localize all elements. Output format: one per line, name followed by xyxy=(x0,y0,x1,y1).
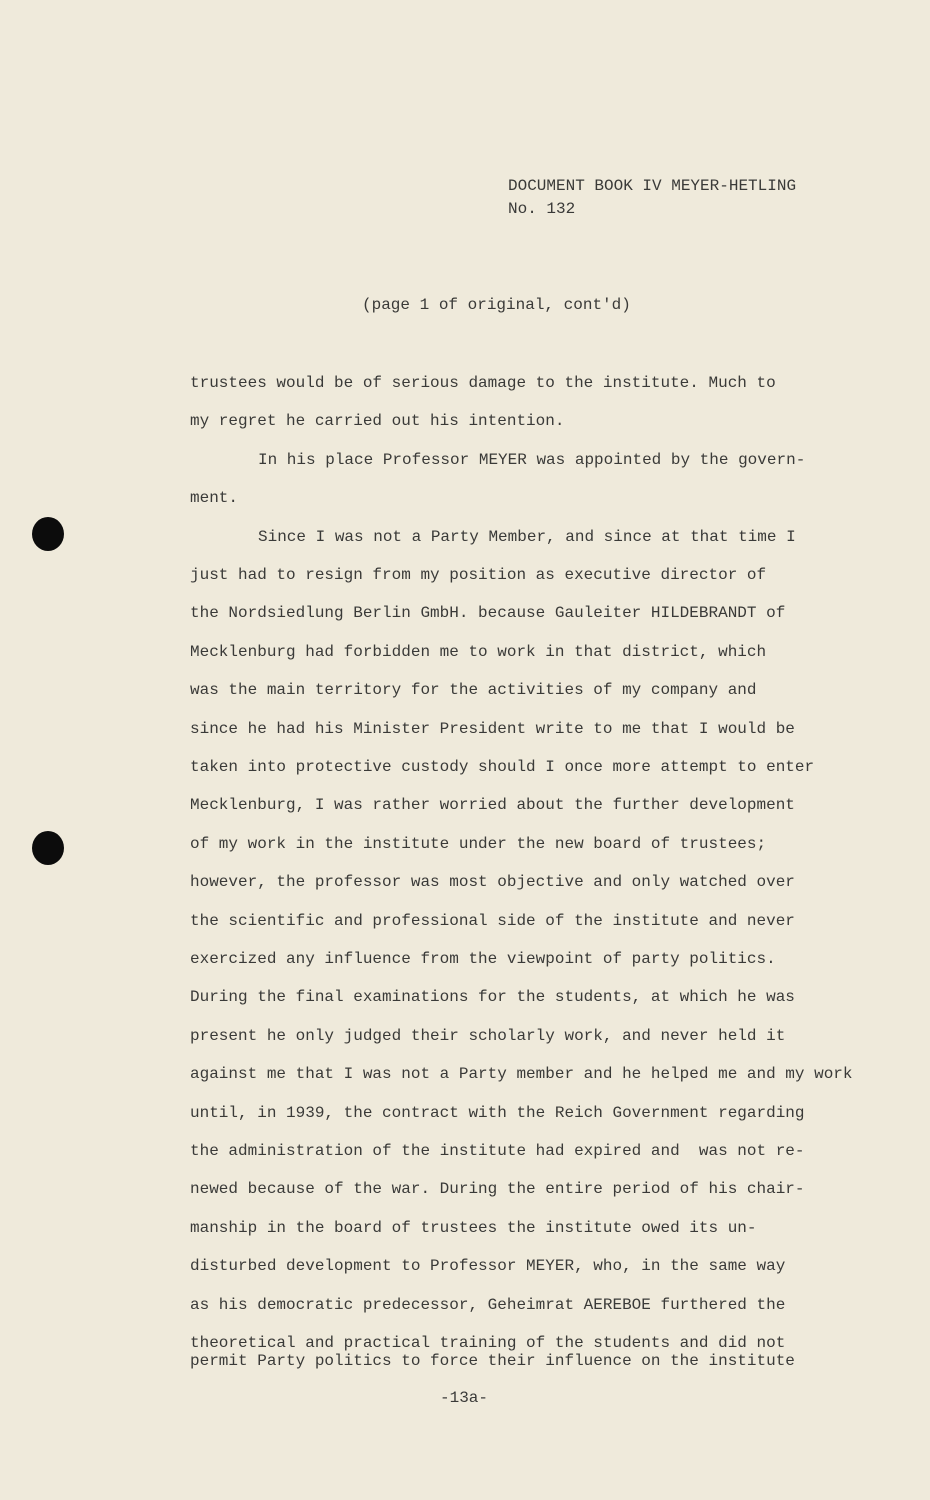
body-line: newed because of the war. During the entire period of his chair- xyxy=(190,1180,805,1199)
body-line: however, the professor was most objective and only watched over xyxy=(190,873,795,892)
body-line: During the final examinations for the students, at which he was xyxy=(190,988,795,1007)
body-line: manship in the board of trustees the institute owed its un- xyxy=(190,1218,757,1237)
document-header-title: DOCUMENT BOOK IV MEYER-HETLING xyxy=(508,177,797,195)
page-subtitle: (page 1 of original, cont'd) xyxy=(362,296,631,314)
punch-hole-bottom xyxy=(32,831,64,865)
body-line: my regret he carried out his intention. xyxy=(190,412,565,431)
body-line: Since I was not a Party Member, and since at that time I xyxy=(258,527,796,546)
body-line: theoretical and practical training of the students and did not xyxy=(190,1334,786,1352)
body-line: until, in 1939, the contract with the Reich Government regarding xyxy=(190,1103,805,1122)
body-line: disturbed development to Professor MEYER, who, in the same way xyxy=(190,1257,786,1276)
body-line: In his place Professor MEYER was appointed by the govern- xyxy=(258,450,806,469)
body-line: Mecklenburg, I was rather worried about the further development xyxy=(190,796,795,815)
body-line: of my work in the institute under the new board of trustees; xyxy=(190,834,767,853)
body-line: permit Party politics to force their influence on the institute xyxy=(190,1352,795,1370)
body-line: Mecklenburg had forbidden me to work in that district, which xyxy=(190,642,767,661)
body-line: the administration of the institute had expired and was not re- xyxy=(190,1142,805,1160)
punch-hole-top xyxy=(32,517,64,551)
body-line: ment. xyxy=(190,489,239,508)
body-line: just had to resign from my position as executive director of xyxy=(190,566,767,584)
document-number: No. 132 xyxy=(508,200,576,218)
body-line: as his democratic predecessor, Geheimrat AEREBOE furthered the xyxy=(190,1295,786,1314)
body-line: against me that I was not a Party member and he helped me and my work xyxy=(190,1065,853,1084)
body-line: was the main territory for the activities of my company and xyxy=(190,681,757,700)
body-line: trustees would be of serious damage to the institute. Much to xyxy=(190,374,776,392)
body-line: present he only judged their scholarly work, and never held it xyxy=(190,1026,786,1045)
page-number: -13a- xyxy=(440,1389,489,1407)
body-line: the Nordsiedlung Berlin GmbH. because Gauleiter HILDEBRANDT of xyxy=(190,604,786,623)
body-line: exercized any influence from the viewpoint of party politics. xyxy=(190,950,776,968)
body-line: the scientific and professional side of the institute and never xyxy=(190,911,795,930)
body-line: since he had his Minister President write to me that I would be xyxy=(190,719,795,738)
body-line: taken into protective custody should I once more attempt to enter xyxy=(190,758,815,776)
